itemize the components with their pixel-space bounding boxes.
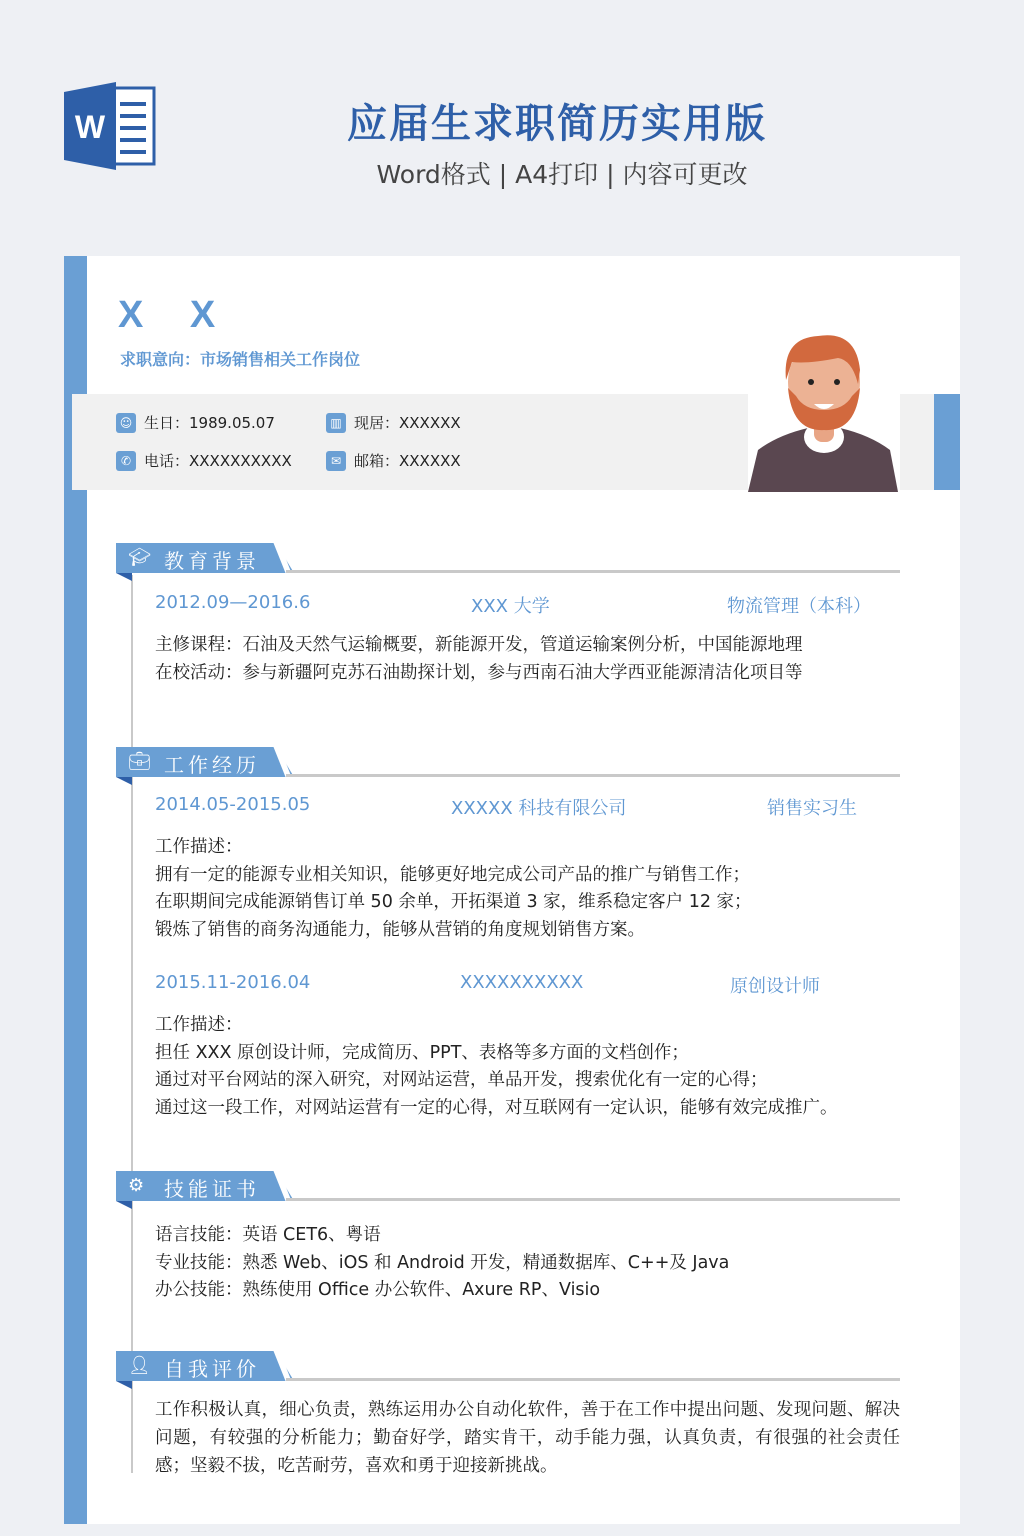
school: XXX 大学: [471, 596, 550, 617]
activities-line: 在校活动：参与新疆阿克苏石油勘探计划，参与西南石油大学西亚能源清洁化项目等: [155, 662, 803, 683]
company: XXXXX 科技有限公司: [451, 798, 627, 819]
section-header-education: [116, 543, 900, 577]
person-icon: 👤︎: [128, 1355, 151, 1376]
mail-icon: ✉: [326, 451, 346, 471]
phone-info: [116, 450, 292, 471]
section-header-skills: [116, 1171, 900, 1205]
courses-line: 主修课程：石油及天然气运输概要，新能源开发，管道运输案例分析，中国能源地理: [155, 635, 803, 655]
birth-info: [116, 412, 275, 433]
section-title: 技能证书: [164, 1177, 260, 1201]
detail-line: 锻炼了销售的商务沟通能力，能够从营销的角度规划销售方案。: [155, 919, 645, 940]
briefcase-icon: 💼︎: [128, 751, 151, 772]
section-title: 自我评价: [164, 1357, 260, 1381]
section-header-work: [116, 747, 900, 781]
phone-icon: ✆: [116, 451, 136, 471]
page-subtitle: Word格式 | A4打印 | 内容可更改: [376, 160, 748, 189]
job-intent: 求职意向：市场销售相关工作岗位: [120, 350, 361, 369]
residence-text: 现居：XXXXXX: [354, 414, 461, 432]
major: 物流管理（本科）: [727, 596, 871, 617]
education-details: [155, 632, 803, 687]
email-info: [326, 450, 461, 471]
avatar: [748, 300, 900, 492]
section-title: 工作经历: [164, 753, 260, 777]
detail-line: 在职期间完成能源销售订单 50 余单，开拓渠道 3 家，维系稳定客户 12 家；: [155, 892, 752, 912]
birth-text: 生日：1989.05.07: [144, 414, 275, 432]
period: 2015.11-2016.04: [155, 972, 311, 993]
skill-line: 语言技能：英语 CET6、粤语: [155, 1225, 381, 1245]
page-title: 应届生求职简历实用版: [347, 101, 767, 147]
right-accent-block: [934, 394, 960, 490]
role: 原创设计师: [730, 976, 820, 997]
detail-line: 工作描述：: [155, 1015, 243, 1035]
candidate-name: X X: [118, 294, 234, 336]
user-icon: ☺: [116, 413, 136, 433]
period: 2014.05-2015.05: [155, 794, 311, 815]
gear-icon: ⚙: [128, 1175, 145, 1196]
company: XXXXXXXXXX: [460, 972, 584, 993]
svg-text:W: W: [74, 109, 106, 145]
skill-line: 专业技能：熟悉 Web、iOS 和 Android 开发，精通数据库、C++及 Java: [155, 1252, 730, 1273]
section-title: 教育背景: [164, 549, 260, 573]
detail-line: 通过对平台网站的深入研究，对网站运营，单品开发，搜索优化有一定的心得；: [155, 1070, 768, 1090]
timeline-line: [131, 575, 133, 1473]
building-icon: ▥: [326, 413, 346, 433]
phone-text: 电话：XXXXXXXXXX: [144, 452, 292, 470]
skill-line: 办公技能：熟练使用 Office 办公软件、Axure RP、Visio: [155, 1280, 601, 1300]
detail-line: 担任 XXX 原创设计师，完成简历、PPT、表格等多方面的文档创作；: [155, 1042, 689, 1063]
role: 销售实习生: [767, 798, 857, 819]
email-text: 邮箱：XXXXXX: [354, 452, 461, 470]
period: 2012.09—2016.6: [155, 592, 311, 613]
detail-line: 工作描述：: [155, 837, 243, 857]
job-details: [155, 834, 752, 944]
skills-details: [155, 1222, 729, 1305]
residence-info: [326, 412, 461, 433]
job-details: [155, 1012, 838, 1122]
self-evaluation-text: 工作积极认真，细心负责，熟练运用办公自动化软件，善于在工作中提出问题、发现问题、解决问题，有较强的分析能力；勤奋好学，踏实肯干，动手能力强，认真负责，有很强的社会责任感；坚毅不拔，吃苦耐劳，喜欢和勇于迎接新挑战。: [155, 1400, 900, 1476]
detail-line: 拥有一定的能源专业相关知识，能够更好地完成公司产品的推广与销售工作；: [155, 864, 750, 885]
section-header-self: [116, 1351, 900, 1385]
graduation-cap-icon: 🎓︎: [128, 547, 151, 568]
detail-line: 通过这一段工作，对网站运营有一定的心得，对互联网有一定认识，能够有效完成推广。: [155, 1097, 838, 1118]
